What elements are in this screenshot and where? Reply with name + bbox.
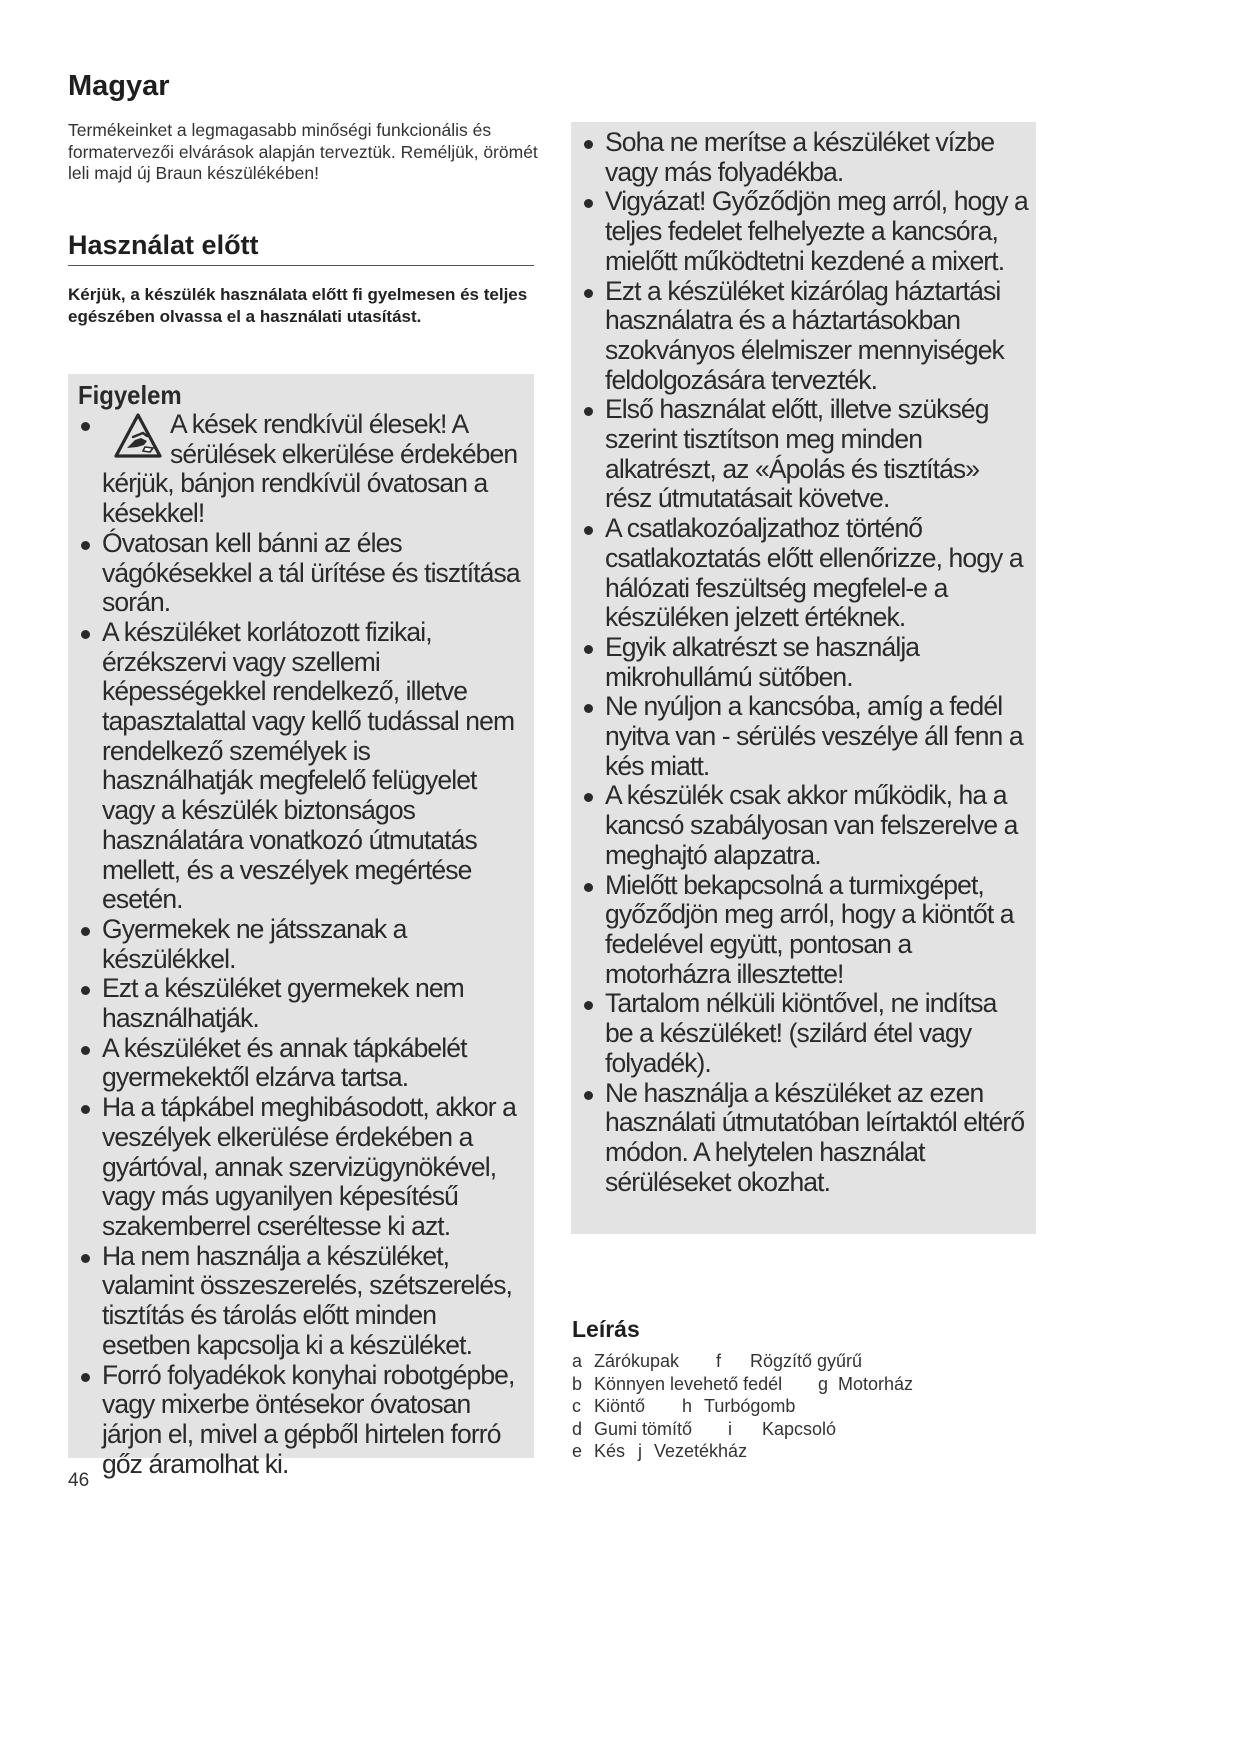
safety-item: Ne használja a készüléket az ezen használati útmutatóban leírtaktól eltérő módon. A helytelen használat sérüléseket okozhat. <box>581 1079 1028 1198</box>
warning-list <box>78 410 526 1479</box>
part-letter: i <box>728 1418 732 1439</box>
part-name: Könnyen levehető fedél <box>594 1373 783 1394</box>
warning-item: A készüléket és annak tápkábelét gyermekektől elzárva tartsa. <box>78 1034 526 1093</box>
part-name: Kiöntő <box>594 1396 646 1416</box>
safety-item: Ezt a készüléket kizárólag háztartási használatra és a háztartásokban szokványos élelmiszer mennyiségek feldolgozására tervezték. <box>581 277 1028 396</box>
part-letter: g <box>818 1373 829 1394</box>
warning-item: Forró folyadékok konyhai robotgépbe, vagy mixerbe öntésekor óvatosan járjon el, mivel a gépből hirtelen forró gőz áramolhat ki. <box>78 1361 526 1480</box>
part-letter: a <box>572 1351 583 1371</box>
description-heading: Leírás <box>572 1316 640 1342</box>
part-name: Zárókupak <box>594 1351 680 1371</box>
warning-item: A készüléket korlátozott fizikai, érzékszervi vagy szellemi képességekkel rendelkező, illetve tapasztalattal vagy kellő tudással nem rendelkező személyek is használhatják megfelelő felügyelet vagy a készülék biztonságos használatára vonatkozó útmutatás mellett, és a veszélyek megértése esetén. <box>78 618 526 915</box>
part-letter: e <box>572 1441 583 1461</box>
warning-item: Óvatosan kell bánni az éles vágókésekkel a tál ürítése és tisztítása során. <box>78 529 526 618</box>
hand-blade-warning-icon <box>114 412 162 460</box>
parts-row <box>572 1373 913 1396</box>
warning-item: Ha nem használja a készüléket, valamint összeszerelés, szétszerelés, tisztítás és tárolás előtt minden esetben kapcsolja ki a készüléket. <box>78 1242 526 1361</box>
intro-text: Termékeinket a legmagasabb minőségi funkcionális és formatervezői elvárások alapján terveztük. Reméljük, örömét leli majd új Braun készülékében! <box>68 120 538 183</box>
section-heading-before-use: Használat előtt <box>68 230 534 266</box>
part-name: Kés <box>594 1441 626 1461</box>
safety-item: Ne nyúljon a kancsóba, amíg a fedél nyitva van - sérülés veszélye áll fenn a kés miatt. <box>581 692 1028 781</box>
warning-item <box>78 410 526 529</box>
part-name: Motorház <box>838 1373 914 1394</box>
page-number: 46 <box>68 1470 90 1491</box>
safety-box <box>571 122 1036 1234</box>
part-letter: f <box>716 1351 722 1371</box>
part-name: Turbógomb <box>704 1396 796 1416</box>
warning-item: Gyermekek ne játsszanak a készülékkel. <box>78 915 526 974</box>
part-name: Vezetékház <box>654 1441 748 1461</box>
safety-item: A csatlakozóaljzathoz történő csatlakoztatás előtt ellenőrizze, hogy a hálózati feszültség megfelel-e a készüléken jelzett értéknek. <box>581 514 1028 633</box>
parts-list <box>572 1350 913 1463</box>
warning-box <box>68 374 534 1479</box>
part-name: Kapcsoló <box>762 1418 837 1439</box>
part-name: Rögzítő gyűrű <box>750 1351 863 1371</box>
safety-item: Egyik alkatrészt se használja mikrohullámú sütőben. <box>581 633 1028 692</box>
part-name: Gumi tömítő <box>594 1418 693 1439</box>
safety-item: Mielőtt bekapcsolná a turmixgépet, győződjön meg arról, hogy a kiöntőt a fedelével együtt, pontosan a motorházra illesztette! <box>581 871 1028 990</box>
parts-row <box>572 1395 913 1418</box>
safety-item: Soha ne merítse a készüléket vízbe vagy más folyadékba. <box>581 128 1028 187</box>
safety-item: Vigyázat! Győződjön meg arról, hogy a teljes fedelet felhelyezte a kancsóra, mielőtt működtetni kezdené a mixert. <box>581 187 1028 276</box>
part-letter: d <box>572 1418 583 1439</box>
parts-row <box>572 1350 913 1373</box>
parts-row <box>572 1440 913 1463</box>
warning-item: Ha a tápkábel meghibásodott, akkor a veszélyek elkerülése érdekében a gyártóval, annak szervizügynökével, vagy más ugyanilyen képesítésű szakemberrel cseréltesse ki azt. <box>78 1093 526 1242</box>
part-letter: c <box>572 1396 581 1416</box>
safety-item: Tartalom nélküli kiöntővel, ne indítsa be a készüléket! (szilárd étel vagy folyadék). <box>581 989 1028 1078</box>
part-letter: b <box>572 1373 583 1394</box>
part-letter: h <box>682 1396 693 1416</box>
warning-item-text: A kések rendkívül élesek! A sérülések elkerülése érdekében kérjük, bánjon rendkívül óvatosan a késekkel! <box>102 409 518 529</box>
warning-item: Ezt a készüléket gyermekek nem használhatják. <box>78 974 526 1033</box>
parts-row <box>572 1418 913 1441</box>
safety-list <box>581 128 1028 1197</box>
language-heading: Magyar <box>68 70 170 102</box>
read-instructions-note: Kérjük, a készülék használata előtt fi gyelmesen és teljes egészében olvassa el a használati utasítást. <box>68 285 528 326</box>
part-letter: j <box>638 1441 642 1461</box>
warning-title: Figyelem <box>78 380 182 410</box>
safety-item: A készülék csak akkor működik, ha a kancsó szabályosan van felszerelve a meghajtó alapzatra. <box>581 781 1028 870</box>
safety-item: Első használat előtt, illetve szükség szerint tisztítson meg minden alkatrészt, az «Ápolás és tisztítás» rész útmutatásait követve. <box>581 395 1028 514</box>
